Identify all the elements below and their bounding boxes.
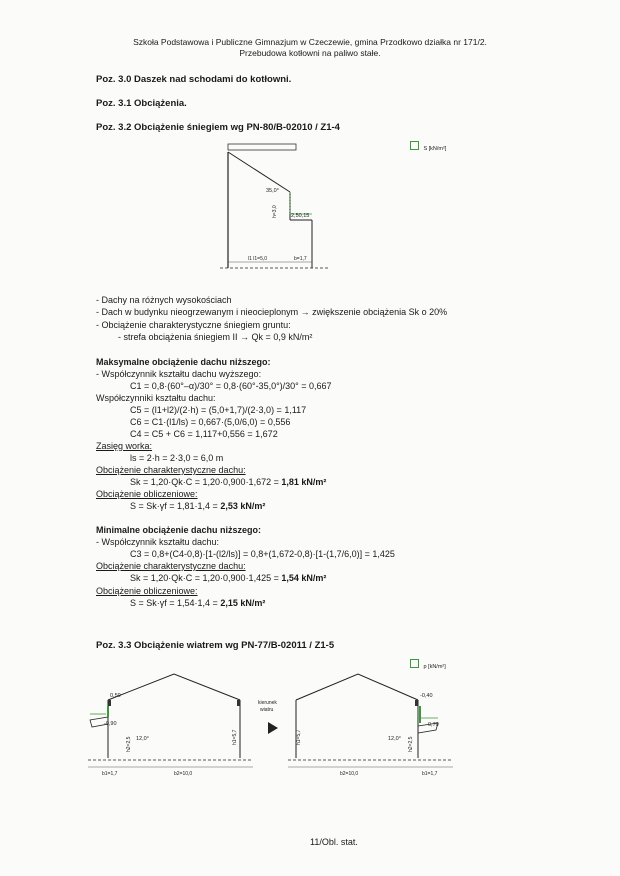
min-load-title: Minimalne obciążenie dachu niższego: [96, 525, 262, 535]
min-c3-label: - Współczynnik kształtu dachu: [96, 537, 220, 547]
max-obl-label: Obciążenie obliczeniowe: [96, 489, 198, 499]
wind-angle-right: 12,0° [388, 736, 401, 742]
wind-direction-label-1: kierunek [258, 700, 277, 706]
min-char-formula: Sk = 1,20·Qk·C = 1,20·0,900·1,425 = 1,54 kN/m² [130, 573, 327, 583]
max-obl-formula: S = Sk·γf = 1,81·1,4 = 2,53 kN/m² [130, 501, 266, 511]
wind-legend: p [kN/m²] [410, 655, 446, 673]
wind-h2-right: h2=2,5 [408, 736, 414, 752]
wind-direction-arrow-icon [268, 722, 278, 734]
lower-roof-label: 2,50,15 [291, 213, 310, 219]
max-c1-formula: C1 = 0,8·(60°–α)/30° = 0,8·(60°-35,0°)/30° = 0,667 [130, 381, 332, 391]
note-line-4: - strefa obciążenia śniegiem II → Qk = 0,9 kN/m² [118, 332, 313, 342]
section-heading-3-2: Poz. 3.2 Obciążenie śniegiem wg PN-80/B-02010 / Z1-4 [96, 122, 340, 133]
span-l1-label: l1 l1=5,0 [248, 256, 268, 262]
wind-h1-right: h1=5,7 [296, 729, 302, 745]
document-header-line1: Szkoła Podstawowa i Publiczne Gimnazjum w Czeczewie, gmina Przodkowo działka nr 171/2. [133, 37, 487, 47]
wind-b1-left: b1=1,7 [102, 771, 118, 777]
wind-h2-left: h2=2,5 [126, 736, 132, 752]
max-c1-label: - Współczynnik kształtu dachu wyższego: [96, 369, 262, 379]
min-obl-label: Obciążenie obliczeniowe: [96, 586, 198, 596]
wind-coef-070: 0,70 [428, 722, 439, 728]
section-heading-3-1: Poz. 3.1 Obciążenia. [96, 98, 187, 109]
wind-direction-label-2: wiatru [260, 707, 274, 713]
roof-upper-slope [228, 152, 290, 192]
wind-coef-090: -0,90 [104, 721, 117, 727]
document-header-line2: Przebudowa kotłowni na paliwo stałe. [239, 48, 381, 58]
wind-b2-left: b2=10,0 [174, 771, 193, 777]
max-char-formula: Sk = 1,20·Qk·C = 1,20·0,900·1,672 = 1,81 kN/m² [130, 477, 327, 487]
wind-coef-040: -0,40 [420, 693, 433, 699]
zasieg-formula: ls = 2·h = 2·3,0 = 6,0 m [130, 453, 224, 463]
zasieg-label: Zasięg worka: [96, 441, 153, 451]
wind-b2-right: b2=10,0 [340, 771, 359, 777]
height-label: h=3,0 [272, 205, 278, 218]
max-c6-formula: C6 = C1·(l1/ls) = 0,667·(5,0/6,0) = 0,556 [130, 417, 291, 427]
max-char-label: Obciążenie charakterystyczne dachu: [96, 465, 246, 475]
legend-swatch-icon [410, 659, 419, 668]
wind-h1-left: h1=5,7 [232, 729, 238, 745]
max-coeffs-label: Współczynniki kształtu dachu: [96, 393, 216, 403]
min-char-label: Obciążenie charakterystyczne dachu: [96, 561, 246, 571]
snow-load-figure [220, 140, 340, 280]
section-heading-3-0: Poz. 3.0 Daszek nad schodami do kotłowni. [96, 74, 292, 85]
span-b-label: b=1,7 [294, 256, 307, 262]
note-line-2: - Dach w budynku nieogrzewanym i nieocieplonym → zwiększenie obciążenia Sk o 20% [96, 307, 448, 317]
section-heading-3-3: Poz. 3.3 Obciążenie wiatrem wg PN-77/B-02011 / Z1-5 [96, 640, 335, 651]
min-c3-formula: C3 = 0,8+(C4-0,8)·[1-(l2/ls)] = 0,8+(1,672-0,8)·[1-(1,7/6,0)] = 1,425 [130, 549, 395, 559]
wind-load-figure [88, 670, 458, 785]
legend-swatch-icon [410, 141, 419, 150]
snow-load-block-upper [228, 144, 296, 150]
angle-label: 35,0° [266, 188, 279, 194]
page-footer: 11/Obl. stat. [310, 837, 358, 847]
min-obl-formula: S = Sk·γf = 1,54·1,4 = 2,15 kN/m² [130, 598, 266, 608]
wind-angle-left: 12,0° [136, 736, 149, 742]
building-right [288, 674, 453, 767]
wind-b1-right: b1=1,7 [422, 771, 438, 777]
snow-legend: S [kN/m²] [410, 137, 446, 155]
max-c5-formula: C5 = (l1+l2)/(2·h) = (5,0+1,7)/(2·3,0) = 1,117 [130, 405, 307, 415]
max-c4-formula: C4 = C5 + C6 = 1,117+0,556 = 1,672 [130, 429, 278, 439]
note-line-1: - Dachy na różnych wysokościach [96, 295, 232, 305]
wind-coef-050: 0,50 [110, 693, 121, 699]
note-line-3: - Obciążenie charakterystyczne śniegiem gruntu: [96, 320, 291, 330]
max-load-title: Maksymalne obciążenie dachu niższego: [96, 357, 271, 367]
